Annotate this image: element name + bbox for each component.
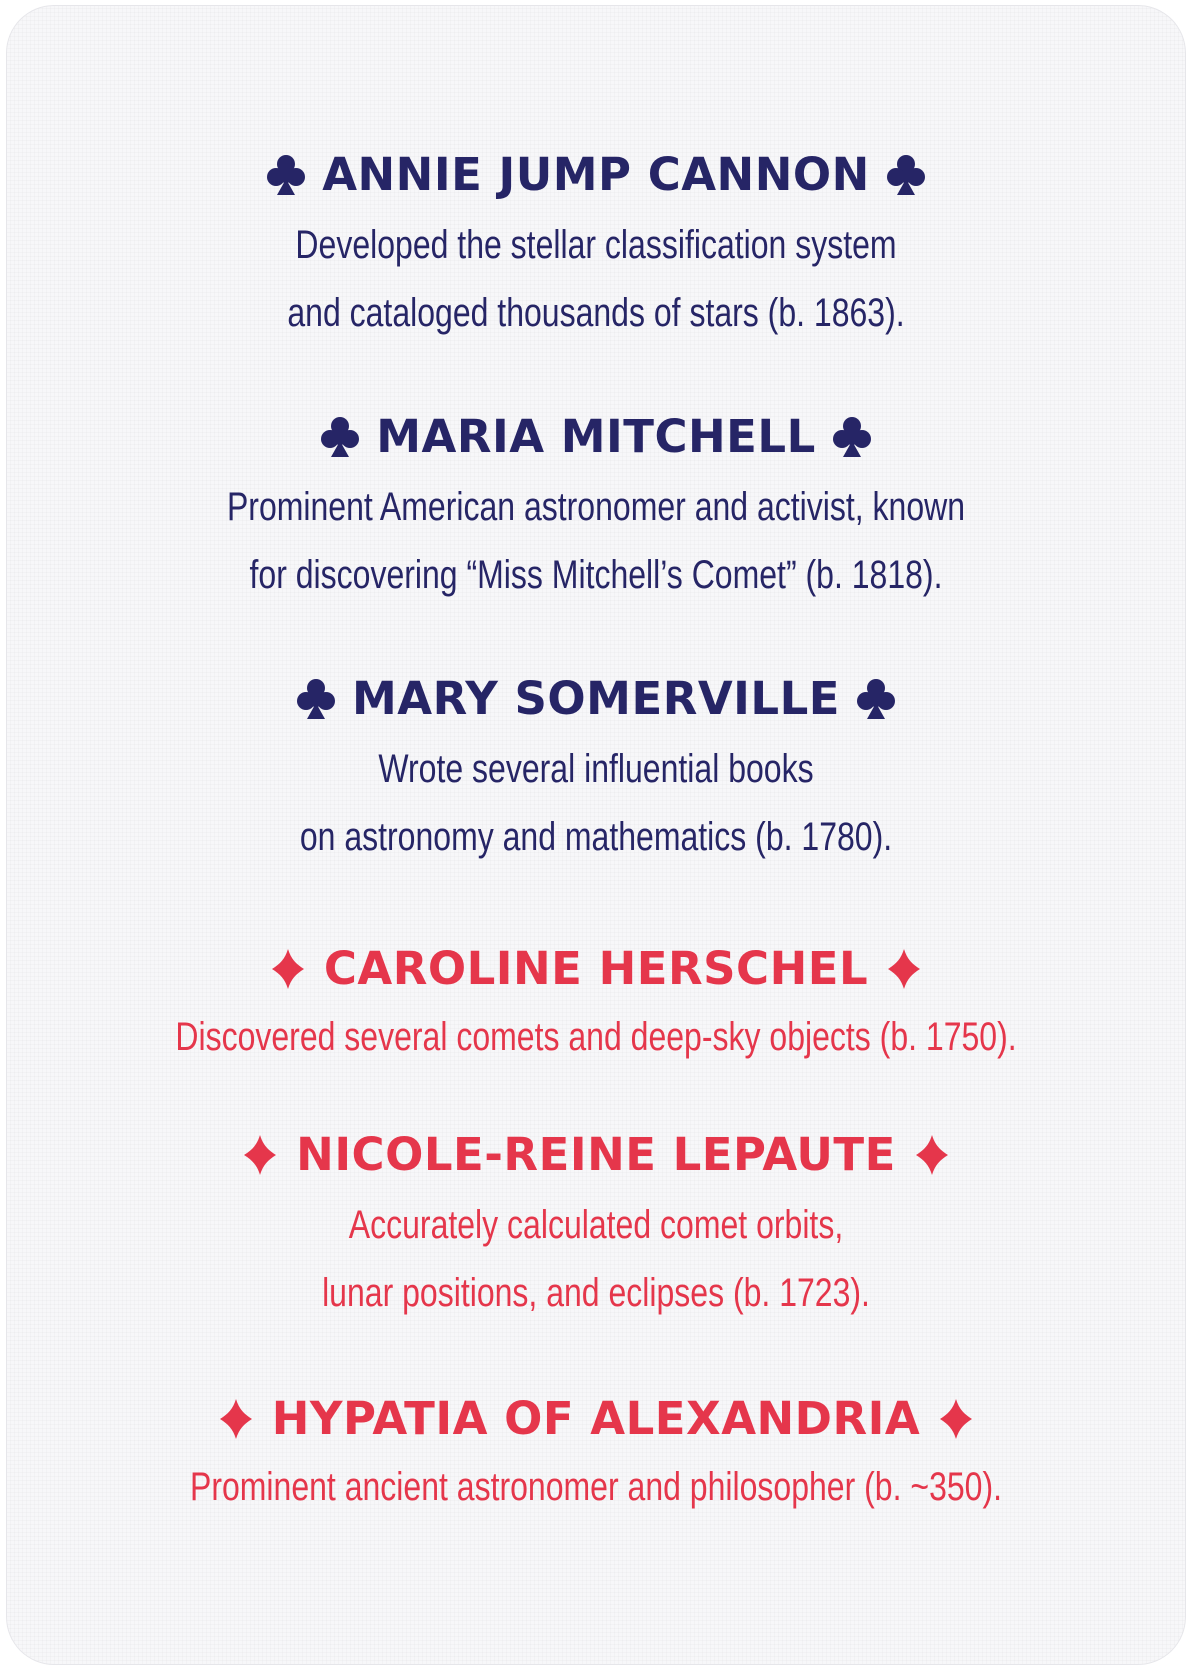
- entry-name: HYPATIA OF ALEXANDRIA: [271, 1392, 921, 1445]
- diamond-icon: [884, 947, 924, 991]
- entry-description-line: on astronomy and mathematics (b. 1780).: [299, 815, 893, 859]
- entry-description-line: Developed the stellar classification system: [295, 223, 897, 267]
- card: [6, 5, 1186, 1665]
- entry-name: CAROLINE HERSCHEL: [323, 942, 869, 995]
- entry-description-line: Discovered several comets and deep-sky objects (b. 1750).: [175, 1015, 1017, 1059]
- club-icon: [266, 153, 306, 197]
- entry-description-line: Wrote several influential books: [378, 747, 814, 791]
- entry-description-line: and cataloged thousands of stars (b. 1863).: [287, 291, 905, 335]
- entry-heading: [6, 1392, 1186, 1446]
- entry-heading: [6, 1128, 1186, 1182]
- entry-heading: [6, 148, 1186, 202]
- entry-nicole-reine-lepaute: [6, 1128, 1186, 1325]
- club-icon: [296, 677, 336, 721]
- entry-maria-mitchell: [6, 410, 1186, 607]
- diamond-icon: [240, 1133, 280, 1177]
- entry-name: MARIA MITCHELL: [376, 410, 816, 463]
- entry-heading: [6, 410, 1186, 464]
- club-icon: [320, 415, 360, 459]
- club-icon: [856, 677, 896, 721]
- entry-name: MARY SOMERVILLE: [351, 672, 841, 725]
- entry-caroline-herschel: [6, 942, 1186, 1069]
- entry-description-line: Prominent American astronomer and activist, known: [226, 485, 966, 529]
- entry-description-line: Prominent ancient astronomer and philosopher (b. ~350).: [189, 1465, 1003, 1509]
- club-icon: [886, 153, 926, 197]
- entry-hypatia-of-alexandria: [6, 1392, 1186, 1519]
- diamond-icon: [216, 1397, 256, 1441]
- entry-heading: [6, 672, 1186, 726]
- entry-name: ANNIE JUMP CANNON: [322, 148, 870, 201]
- entry-description-line: lunar positions, and eclipses (b. 1723).: [322, 1271, 870, 1315]
- diamond-icon: [936, 1397, 976, 1441]
- entry-name: NICOLE-REINE LEPAUTE: [296, 1128, 896, 1181]
- diamond-icon: [912, 1133, 952, 1177]
- entry-heading: [6, 942, 1186, 996]
- entry-description-line: for discovering “Miss Mitchell’s Comet” (b. 1818).: [249, 553, 943, 597]
- club-icon: [832, 415, 872, 459]
- entry-description-line: Accurately calculated comet orbits,: [348, 1203, 844, 1247]
- entry-annie-jump-cannon: [6, 148, 1186, 345]
- entry-mary-somerville: [6, 672, 1186, 869]
- diamond-icon: [268, 947, 308, 991]
